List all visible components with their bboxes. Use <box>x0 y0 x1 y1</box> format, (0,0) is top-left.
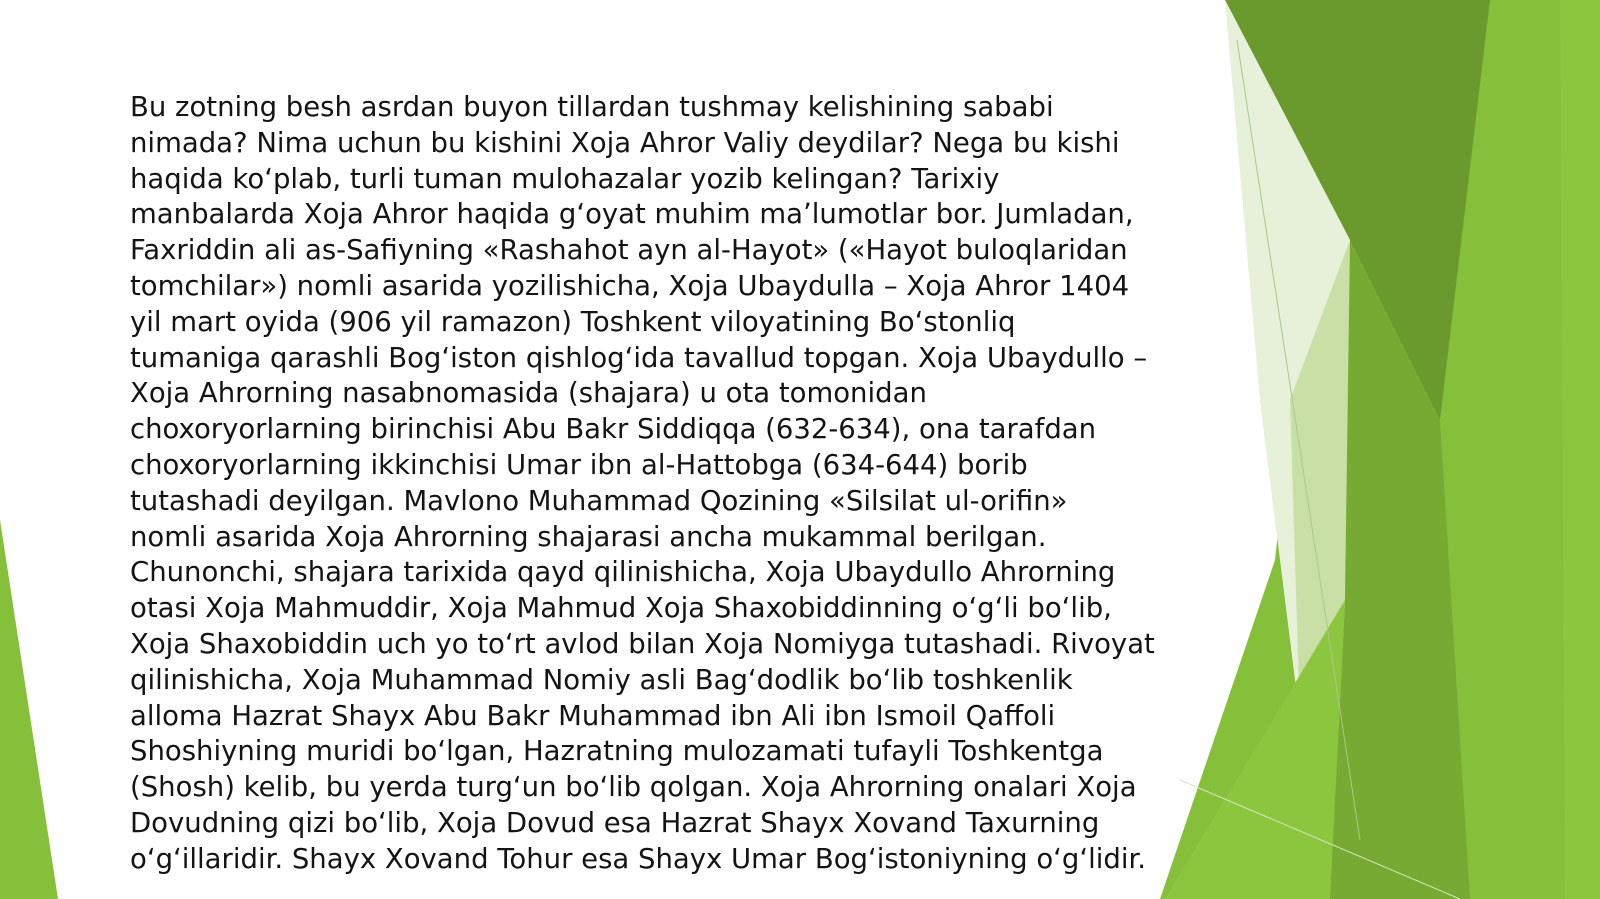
paragraph-line: Xoja Ahrorning nasabnomasida (shajara) u ota tomonidan <box>130 377 927 410</box>
paragraph-line: Dovudning qizi boʻlib, Xoja Dovud esa Hazrat Shayx Xovand Taxurning <box>130 806 1100 839</box>
paragraph-line: Faxriddin ali as-Safiyning «Rashahot ayn al-Hayot» («Hayot buloqlaridan <box>130 234 1128 267</box>
slide-body-paragraph <box>130 90 1170 878</box>
paragraph-line: tomchilar») nomli asarida yozilishicha, Xoja Ubaydulla – Xoja Ahror 1404 <box>130 269 1130 302</box>
facet-left-sliver <box>0 520 58 899</box>
paragraph-line: choxoryorlarning birinchisi Abu Bakr Siddiqqa (632-634), ona tarafdan <box>130 413 1097 446</box>
paragraph-line: choxoryorlarning ikkinchisi Umar ibn al-Hattobga (634-644) borib <box>130 448 1028 481</box>
paragraph-line: yil mart oyida (906 yil ramazon) Toshkent viloyatining Boʻstonliq <box>130 305 1016 338</box>
paragraph-line: nomli asarida Xoja Ahrorning shajarasi ancha mukammal berilgan. <box>130 520 1047 553</box>
paragraph-line: haqida koʻplab, turli tuman mulohazalar yozib kelingan? Tarixiy <box>130 162 1000 195</box>
paragraph-line: tumaniga qarashli Bogʻiston qishlogʻida tavallud topgan. Xoja Ubaydullo – <box>130 341 1148 374</box>
paragraph-line: qilinishicha, Xoja Muhammad Nomiy asli Bagʻdodlik boʻlib toshkenlik <box>130 663 1073 696</box>
paragraph-line: Shoshiyning muridi boʻlgan, Hazratning mulozamati tufayli Toshkentga <box>130 735 1104 768</box>
paragraph-line: oʻgʻillaridir. Shayx Xovand Tohur esa Shayx Umar Bogʻistoniyning oʻgʻlidir. <box>130 842 1146 875</box>
paragraph-line: manbalarda Xoja Ahror haqida gʻoyat muhim maʼlumotlar bor. Jumladan, <box>130 198 1134 231</box>
paragraph-line: tutashadi deyilgan. Mavlono Muhammad Qozining «Silsilat ul-orifin» <box>130 484 1068 517</box>
paragraph-line: Chunonchi, shajara tarixida qayd qilinishicha, Xoja Ubaydullo Ahrorning <box>130 556 1116 589</box>
paragraph-line: nimada? Nima uchun bu kishini Xoja Ahror Valiy deydilar? Nega bu kishi <box>130 126 1120 159</box>
facet-right-strip <box>1560 0 1600 899</box>
paragraph-line: alloma Hazrat Shayx Abu Bakr Muhammad ibn Ali ibn Ismoil Qaffoli <box>130 699 1056 732</box>
paragraph-line: otasi Xoja Mahmuddir, Xoja Mahmud Xoja Shaxobiddinning oʻgʻli boʻlib, <box>130 592 1112 625</box>
paragraph-line: (Shosh) kelib, bu yerda turgʻun boʻlib qolgan. Xoja Ahrorning onalari Xoja <box>130 771 1137 804</box>
paragraph-line: Bu zotning besh asrdan buyon tillardan tushmay kelishining sababi <box>130 91 1054 123</box>
paragraph-line: Xoja Shaxobiddin uch yo toʻrt avlod bilan Xoja Nomiyga tutashadi. Rivoyat <box>130 627 1155 660</box>
